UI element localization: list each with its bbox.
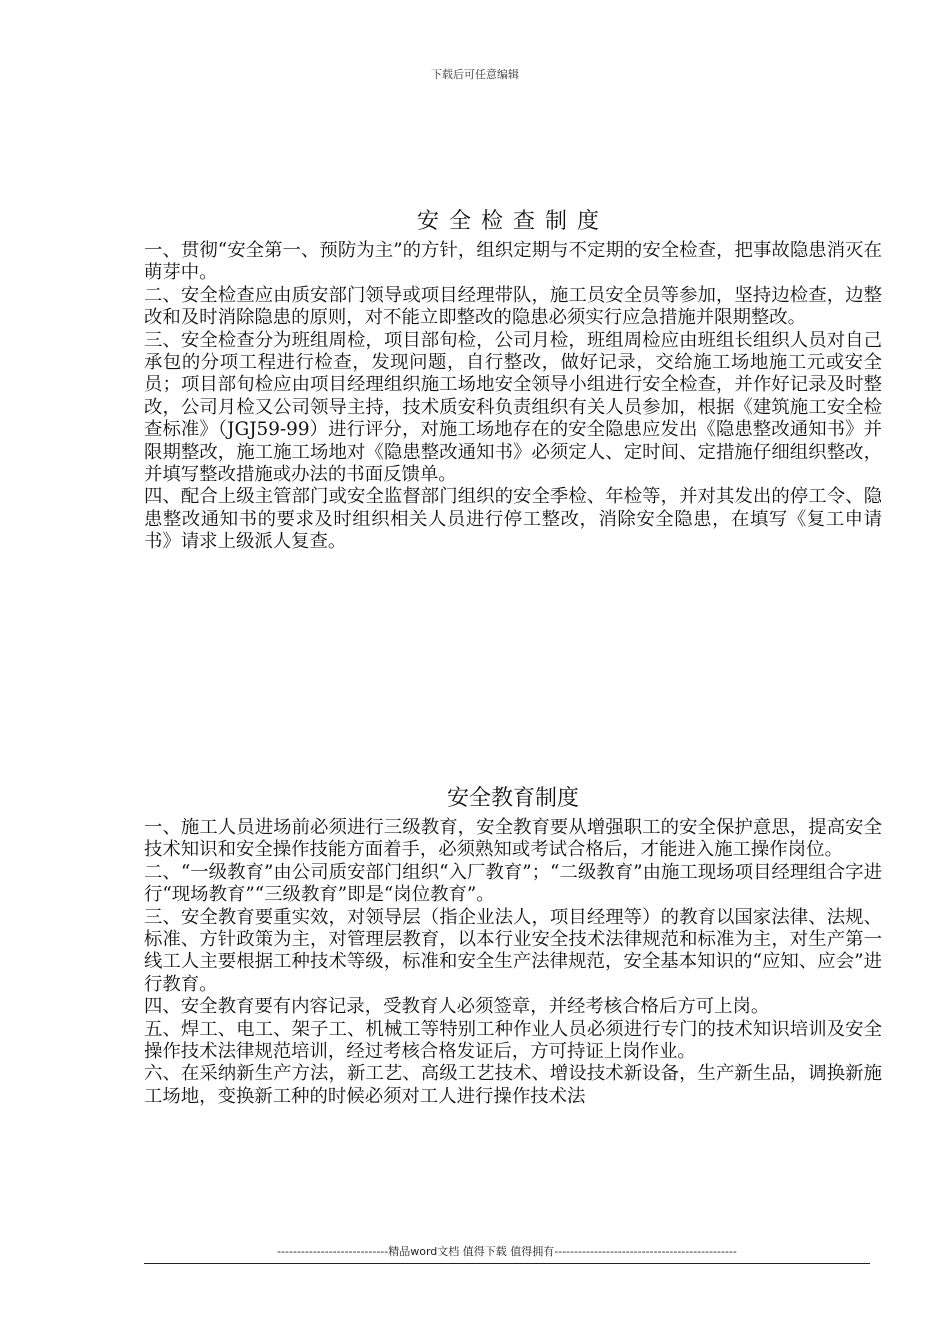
page-footer: ----------------------------精品word文档 值得下载 值得拥有---------------------------------------------- (277, 1245, 737, 1258)
paragraph: 六、在采纳新生产方法，新工艺、高级工艺技术、增设技术新设备，生产新生品，调换新施工场地，变换新工种的时候必须对工人进行操作技术法 (144, 1063, 882, 1107)
paragraph: 三、安全教育要重实效，对领导层（指企业法人，项目经理等）的教育以国家法律、法规、标准、方针政策为主，对管理层教育，以本行业安全技术法律规范和标准为主，对生产第一线工人主要根据工种技术等级，标准和安全生产法律规范，安全基本知识的“应知、应会”进行教育。 (144, 906, 882, 995)
paragraph: 四、安全教育要有内容记录，受教育人必须签章，并经考核合格后方可上岗。 (144, 996, 770, 1018)
section-safety-education (144, 781, 882, 1108)
paragraph: 四、配合上级主管部门或安全监督部门组织的安全季检、年检等，并对其发出的停工令、隐患整改通知书的要求及时组织相关人员进行停工整改，消除安全隐患，在填写《复工申请书》请求上级派人复查。 (144, 486, 882, 553)
paragraph: 一、施工人员进场前必须进行三级教育，安全教育要从增强职工的安全保护意思，提高安全技术知识和安全操作技能方面着手，必须熟知或考试合格后，才能进入施工操作岗位。 (144, 817, 882, 861)
paragraph: 一、贯彻“安全第一、预防为主”的方针，组织定期与不定期的安全检查，把事故隐患消灭在萌芽中。 (144, 240, 882, 284)
paragraph: 二、“一级教育”由公司质安部门组织“入厂教育”；“二级教育”由施工现场项目经理组合字进行“现场教育”“三级教育”即是“岗位教育”。 (144, 861, 882, 906)
paragraph: 三、安全检查分为班组周检，项目部旬检，公司月检，班组周检应由班组长组织人员对自己承包的分项工程进行检查，发现问题，自行整改，做好记录，交给施工场地施工元或安全员；项目部旬检应由项目经理组织施工场地安全领导小组进行安全检查，并作好记录及时整改，公司月检又公司领导主持，技术质安科负责组织有关人员参加，根据《建筑施工安全检查标准》（JGJ59-99）进行评分，对施工场地存在的安全隐患应发出《隐患整改通知书》并限期整改，施工施工场地对《隐患整改通知书》必须定人、定时间、定措施仔细组织整改，并填写整改措施或办法的书面反馈单。 (144, 329, 882, 486)
footer-divider (144, 1263, 870, 1264)
page-header: 下载后可任意编辑 (431, 68, 519, 81)
paragraph: 五、焊工、电工、架子工、机械工等特别工种作业人员必须进行专门的技术知识培训及安全操作技术法律规范培训，经过考核合格发证后，方可持证上岗作业。 (144, 1018, 882, 1063)
section-title: 安全检查制度 (416, 209, 609, 234)
section-title: 安全教育制度 (446, 786, 579, 811)
section-safety-inspection (144, 204, 882, 554)
paragraph: 二、安全检查应由质安部门领导或项目经理带队，施工员安全员等参加，坚持边检查，边整改和及时消除隐患的原则，对不能立即整改的隐患必须实行应急措施并限期整改。 (144, 284, 882, 329)
